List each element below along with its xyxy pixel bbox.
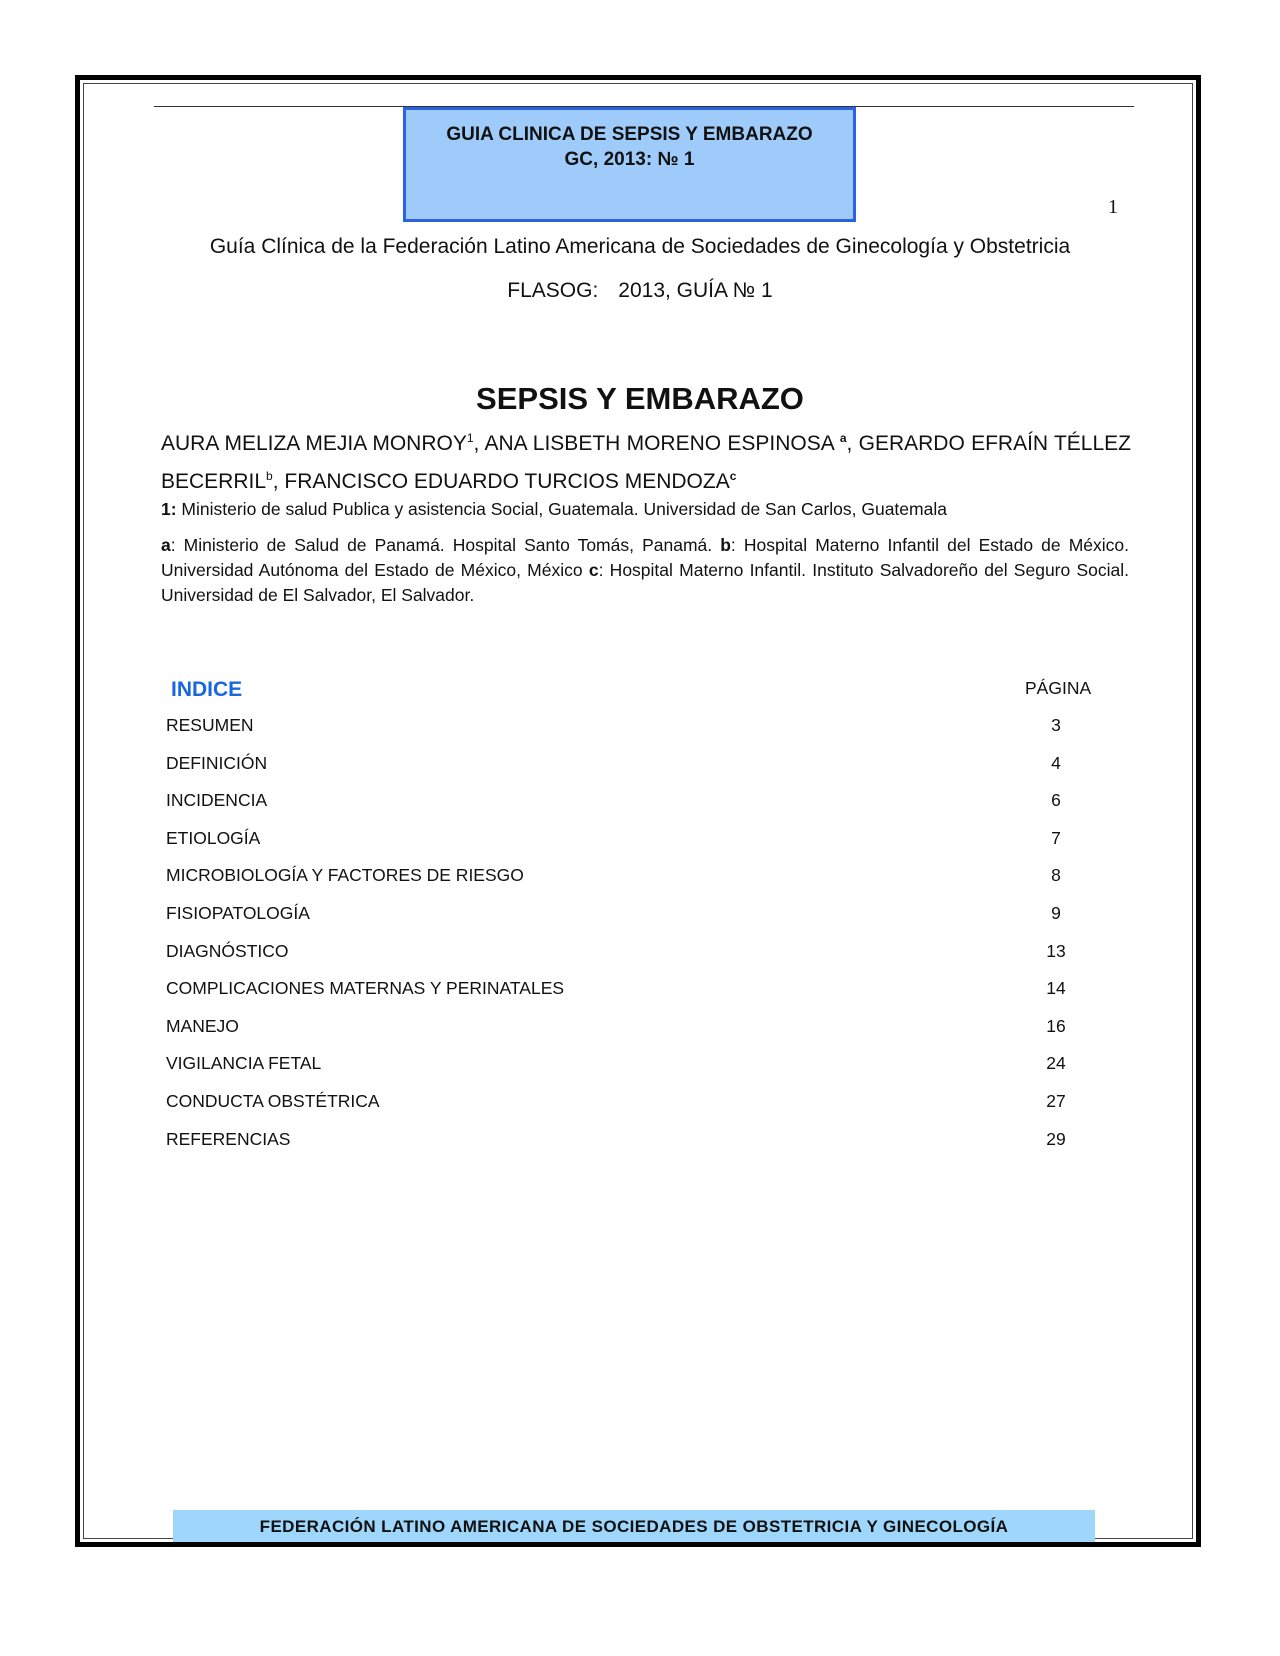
subtitle-line2 <box>150 279 1130 303</box>
toc-item <box>166 976 1076 1014</box>
toc-item <box>166 826 1076 864</box>
toc-item-label: COMPLICACIONES MATERNAS Y PERINATALES <box>166 978 565 999</box>
toc-item <box>166 713 1076 751</box>
guide-title-line2: GC, 2013: № 1 <box>564 149 695 170</box>
toc-item-page: 16 <box>1046 1015 1066 1036</box>
author-list: AURA MELIZA MEJIA MONROY$^1$, ANA LISBETH MORENO ESPINOSA $^a$, GERARDO EFRAÍN TÉLLEZ BECERRIL$^b$, FRANCISCO EDUARDO TURCIOS MENDOZA$^c$ <box>161 431 1131 493</box>
author-mark: c <box>729 469 737 483</box>
footer-banner: FEDERACIÓN LATINO AMERICANA DE SOCIEDADES DE OBSTETRICIA Y GINECOLOGÍA <box>173 1510 1095 1542</box>
page-number: 1 <box>1108 196 1118 218</box>
author-mark: a <box>839 431 847 445</box>
author-name: GERARDO EFRAÍN TÉLLEZ BECERRIL <box>161 432 1131 493</box>
toc-item <box>166 1127 1076 1165</box>
toc-item <box>166 1014 1076 1052</box>
toc-item-page: 3 <box>1051 715 1061 735</box>
toc-item <box>166 1089 1076 1127</box>
toc-item-page: 7 <box>1051 827 1061 848</box>
toc-item-label: ETIOLOGÍA <box>166 827 261 848</box>
document-title: SEPSIS Y EMBARAZO <box>476 381 804 416</box>
toc-item <box>166 788 1076 826</box>
toc-item-label: FISIOPATOLOGÍA <box>166 902 310 923</box>
toc-item-page: 27 <box>1046 1090 1066 1111</box>
toc-item <box>166 863 1076 901</box>
toc-item-label: CONDUCTA OBSTÉTRICA <box>166 1090 380 1111</box>
toc-item-label: MANEJO <box>166 1015 239 1036</box>
toc-item <box>166 939 1076 977</box>
toc-item-label: DEFINICIÓN <box>166 752 268 773</box>
toc-item-page: 24 <box>1046 1053 1066 1074</box>
toc-item-label: REFERENCIAS <box>166 1128 291 1149</box>
affiliation-1: 1: Ministerio de salud Publica y asistencia Social, Guatemala. Universidad de San Carlos, Guatemala <box>161 499 947 519</box>
toc-item <box>166 901 1076 939</box>
toc-item <box>166 751 1076 789</box>
author-name: ANA LISBETH MORENO ESPINOSA <box>484 432 840 455</box>
toc-item-page: 13 <box>1046 940 1066 961</box>
affiliation-key: b <box>720 535 731 555</box>
subtitle-flasog: FLASOG: <box>507 279 599 302</box>
toc-item-page: 6 <box>1051 790 1061 811</box>
toc-page-heading: PÁGINA <box>1025 678 1092 698</box>
toc-item-page: 29 <box>1046 1128 1066 1149</box>
author-mark: b <box>266 469 273 483</box>
guide-title-line1: GUIA CLINICA DE SEPSIS Y EMBARAZO <box>446 124 813 145</box>
toc-item-page: 9 <box>1051 902 1061 923</box>
toc-item-label: RESUMEN <box>166 715 254 735</box>
subtitle-line1: Guía Clínica de la Federación Latino Americana de Sociedades de Ginecología y Obstetricia <box>209 235 1071 258</box>
toc-item-label: VIGILANCIA FETAL <box>166 1053 322 1074</box>
toc-list <box>166 713 1076 1164</box>
guide-title-box <box>403 107 856 222</box>
affiliation-key: c <box>588 560 599 580</box>
toc-item-label: INCIDENCIA <box>166 790 268 811</box>
author-name: AURA MELIZA MEJIA MONROY <box>161 432 467 455</box>
affiliation-key: a <box>161 535 171 555</box>
toc-item-page: 4 <box>1051 752 1061 773</box>
affiliation-key: 1: <box>161 499 177 519</box>
toc-heading: INDICE <box>171 678 243 701</box>
toc-item-label: MICROBIOLOGÍA Y FACTORES DE RIESGO <box>166 865 524 886</box>
toc-item-page: 14 <box>1046 978 1066 999</box>
affiliation-abc: a: Ministerio de Salud de Panamá. Hospital Santo Tomás, Panamá. b: Hospital Materno Infantil del Estado de México. Universidad Autónoma del Estado de México, México c: Hospital Materno Infantil. Instituto Salvadoreño del Seguro Social. Universidad de El Salvador, El Salvador. <box>161 535 1129 605</box>
toc-item-page: 8 <box>1051 865 1061 886</box>
subtitle-guide-number: 2013, GUÍA № 1 <box>618 279 773 302</box>
toc-item-label: DIAGNÓSTICO <box>166 940 289 961</box>
author-name: FRANCISCO EDUARDO TURCIOS MENDOZA <box>284 470 730 493</box>
author-mark: 1 <box>466 431 474 445</box>
toc-item <box>166 1051 1076 1089</box>
